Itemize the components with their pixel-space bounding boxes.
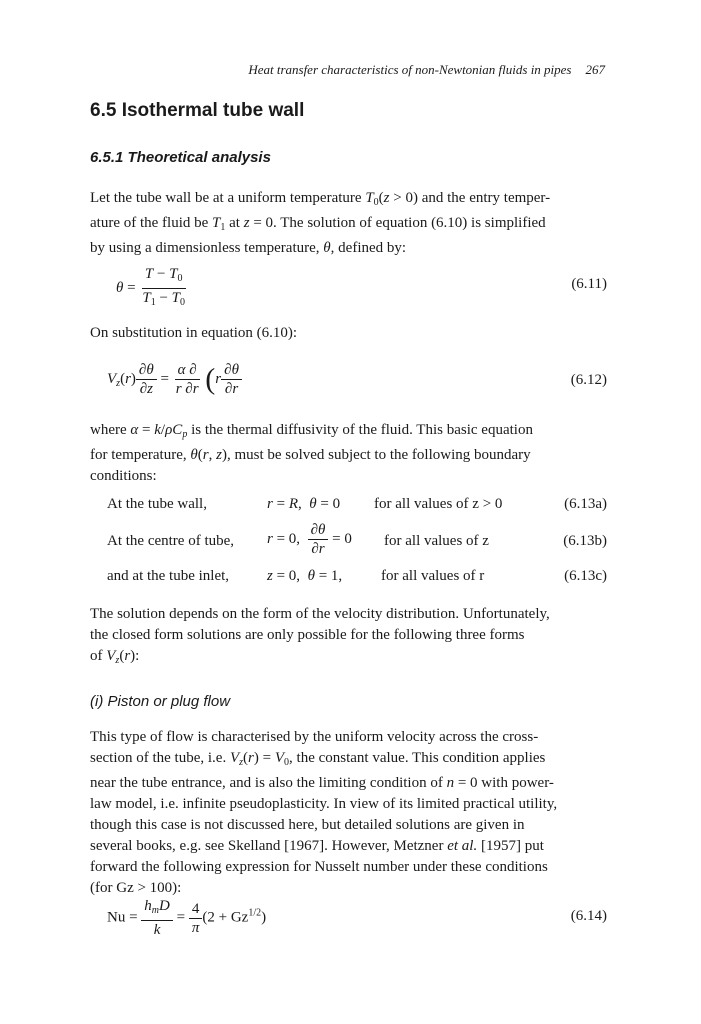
bc-condition: z = 0, θ = 1, [267, 568, 343, 584]
bc-number: (6.13a) [564, 496, 607, 512]
text-span: forward the following expression for Nusselt number under these conditions [90, 859, 548, 875]
equation-6-11: θ = $\frac{T - T_0}{T_1 - T_0}$ [116, 266, 185, 308]
text-span: , defined by: [330, 240, 407, 256]
text-span: Let the tube wall be at a uniform temperature [90, 190, 366, 206]
text-span: and the entry temper- [417, 190, 551, 206]
running-title: Heat transfer characteristics of non-Newtonian fluids in pipes [248, 62, 572, 77]
text-span: law model, i.e. infinite pseudoplasticity. In view of its limited practical utility, [90, 796, 558, 812]
text-span: (for Gz > 100): [90, 880, 182, 896]
bc-label: At the centre of tube, [107, 533, 235, 549]
boundary-condition-row [107, 568, 607, 592]
text-span: with power- [477, 775, 554, 791]
text-span: , must be solved subject to the following boundary [226, 447, 531, 463]
equation-6-14: Nu = $\frac{h_mD}{k}$ = $\frac{4}{\pi}$ $(2 + Gz^{1/2})$ [107, 898, 267, 938]
subheading-plug-flow: (i) Piston or plug flow [90, 693, 231, 710]
bc-condition: r = 0, $\frac{\partial\theta}{\partial r}$ = 0 [267, 522, 352, 557]
bc-range: for all values of r [381, 568, 485, 584]
text-span: the closed form solutions are only possible for the following three forms [90, 627, 525, 643]
equation-number-6-11: (6.11) [571, 276, 607, 292]
text-span: The solution depends on the form of the velocity distribution. Unfortunately, [90, 606, 550, 622]
text-span: section of the tube, i.e. [90, 750, 230, 766]
text-span: several books, e.g. see Skelland [1967]. However, Metzner [90, 838, 448, 854]
text-span: , the constant value. This condition applies [289, 750, 546, 766]
bc-label: At the tube wall, [107, 496, 207, 512]
text-span: for temperature, [90, 447, 191, 463]
bc-label: and at the tube inlet, [107, 568, 230, 584]
bc-condition: r = R, θ = 0 [267, 496, 341, 512]
text-span: is the thermal diffusivity of the fluid. This basic equation [187, 422, 533, 438]
bc-range: for all values of z [384, 533, 489, 549]
paragraph-intro: Let the tube wall be at a uniform temperature $T_0(z > 0)$ and the entry temper- ature of the fluid be $T_1$ at z = 0. The solution of equation (6.10) is simplified by using a dimensionless temperature, θ, defined by: [90, 190, 551, 256]
text-span: where [90, 422, 131, 438]
text-span: [1957] put [477, 838, 544, 854]
bc-range: for all values of z > 0 [374, 496, 503, 512]
running-header [90, 62, 605, 80]
bc-number: (6.13c) [564, 568, 607, 584]
boundary-condition-row [107, 496, 607, 520]
equation-number-6-12: (6.12) [570, 372, 607, 388]
paragraph-velocity-forms: The solution depends on the form of the velocity distribution. Unfortunately, the closed form solutions are only possible for the following three forms of $V_z(r)$: [90, 606, 550, 666]
text-span: et al. [447, 838, 478, 854]
text-span: by using a dimensionless temperature, [90, 240, 324, 256]
text-span: ature of the fluid be [90, 215, 213, 231]
text-span: near the tube entrance, and is also the limiting condition of [90, 775, 447, 791]
text-span: though this case is not discussed here, but detailed solutions are given in [90, 817, 525, 833]
equation-6-12: $V_z(r)$ $\frac{\partial\theta}{\partial z}$ = $\frac{\alpha \partial}{r \partial r}$ (r $\frac{\partial\theta}{\partial r}$ [107, 361, 242, 398]
bc-number: (6.13b) [563, 533, 607, 549]
subsection-title: 6.5.1 Theoretical analysis [90, 149, 271, 166]
boundary-condition-row [107, 522, 607, 557]
text-span: conditions: [90, 468, 157, 484]
equation-number-6-14: (6.14) [570, 908, 607, 924]
text-span: of [90, 648, 107, 664]
text-span: : [135, 648, 140, 664]
text-span: at [225, 215, 244, 231]
text-span: This type of flow is characterised by the uniform velocity across the cross- [90, 729, 539, 745]
page-number: 267 [585, 62, 605, 77]
paragraph-substitution: On substitution in equation (6.10): [90, 325, 298, 341]
text-span: . The solution of equation (6.10) is simplified [273, 215, 546, 231]
paragraph-plug-flow: This type of flow is characterised by the uniform velocity across the cross- section of the tube, i.e. $V_z(r) = V_0$, the constant value. This condition applies near the tube entrance, and is also the limiting condition of n = 0 with power- law model, i.e. infinite pseudoplasticity. In view of its limited practical utility, though this case is not discussed here, but detailed solutions are given in several books, e.g. see Skelland [1967]. However, Metzner et al. [1957] put forward the following expression for Nusselt number under these conditions (for Gz > 100): [90, 729, 558, 896]
paragraph-diffusivity: where $\alpha = k/\rho C_p$ is the thermal diffusivity of the fluid. This basic equation for temperature, θ(r, z), must be solved subject to the following boundary conditions: [90, 422, 533, 484]
section-title: 6.5 Isothermal tube wall [90, 100, 305, 121]
